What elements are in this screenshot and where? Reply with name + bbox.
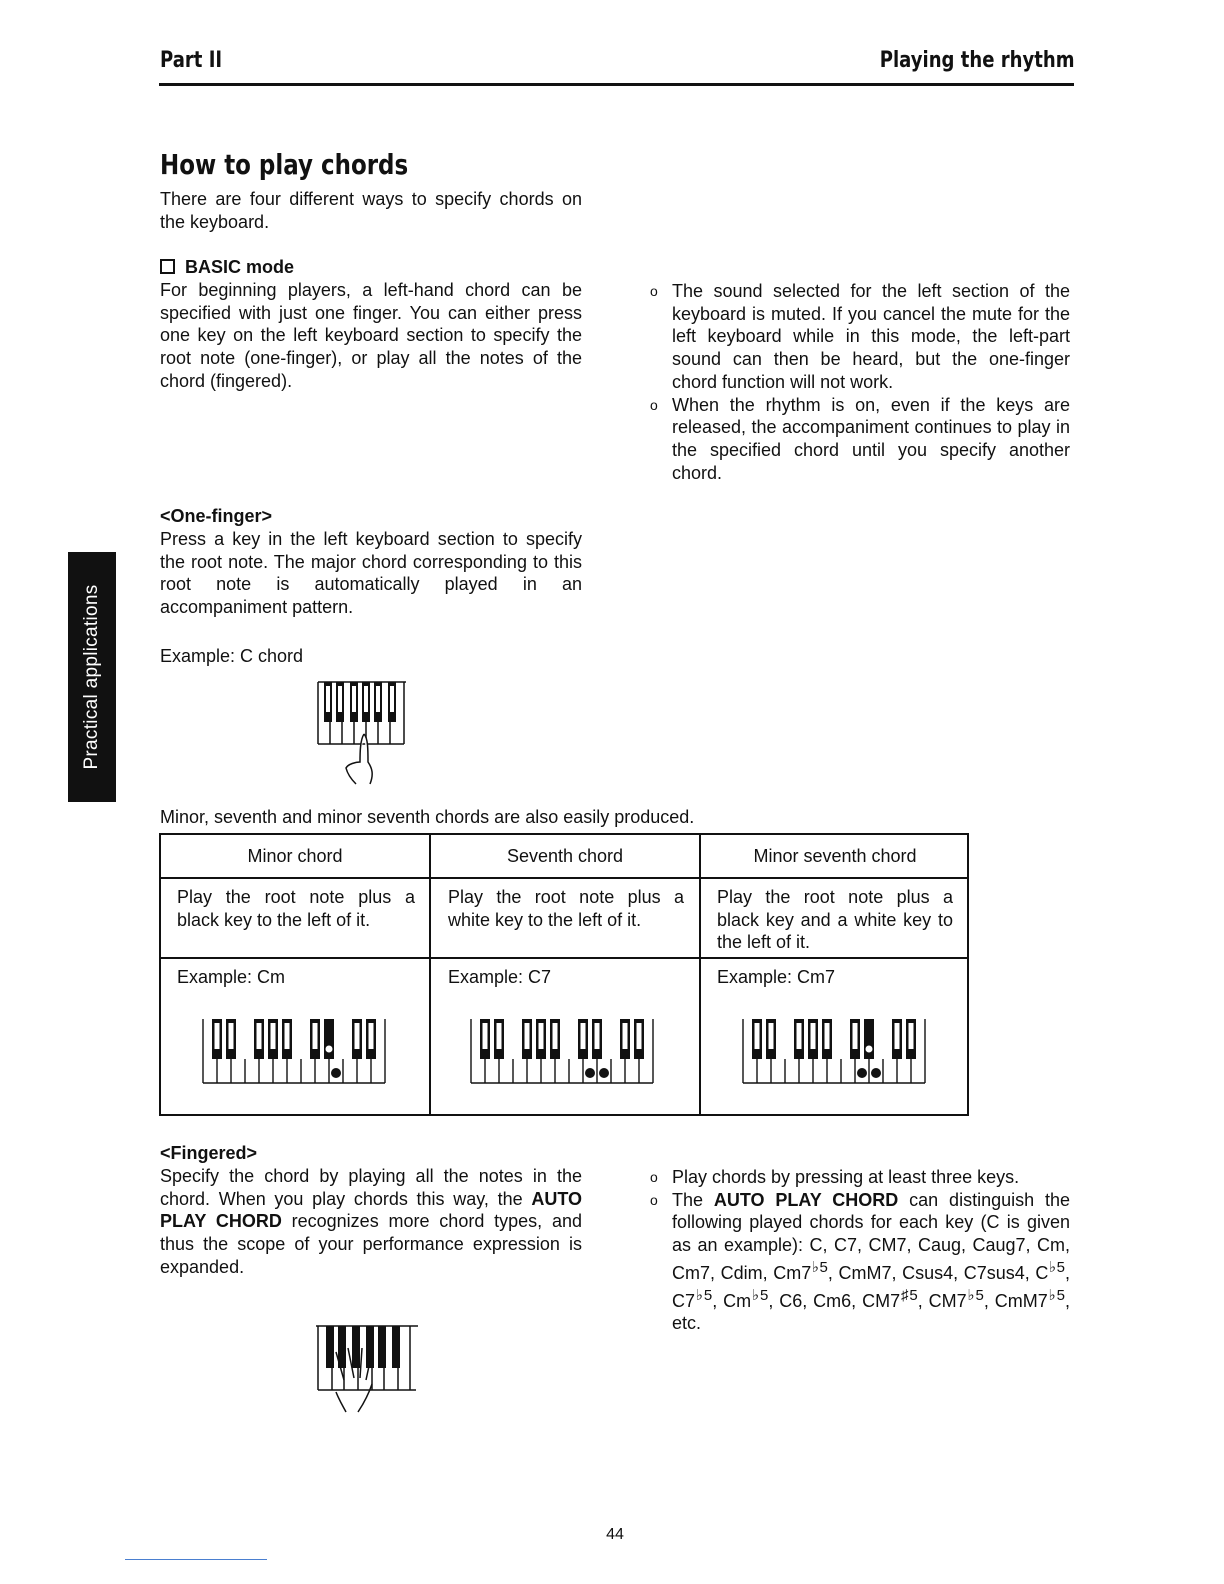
fingered-keyboard-illustration [314, 1322, 420, 1414]
chord-table [159, 833, 969, 1116]
one-finger-body: Press a key in the left keyboard section to specify the root note. The major chord corresponding to this root note is automatically played in an accompaniment pattern. [160, 529, 582, 618]
footer-line [125, 1559, 267, 1560]
note-item: o When the rhythm is on, even if the keys are released, the accompaniment continues to play in the specified chord until you specify another chord. [650, 394, 1070, 483]
table-example-minor: Example: Cm [177, 967, 286, 987]
table-intro: Minor, seventh and minor seventh chords are also easily produced. [160, 807, 695, 827]
pressed-key-dot [585, 1068, 595, 1078]
pressed-key-dot [857, 1068, 867, 1078]
pressed-key-dot [331, 1068, 341, 1078]
table-header-minor-seventh: Minor seventh chord [753, 846, 917, 866]
page-number: 44 [606, 1526, 624, 1543]
one-finger-keyboard-illustration [316, 678, 408, 786]
header-rule [159, 83, 1074, 86]
basic-mode-heading: BASIC mode [160, 256, 294, 279]
side-tab-label: Practical applications [81, 584, 102, 770]
table-header-minor: Minor chord [247, 846, 343, 866]
fingered-body: Specify the chord by playing all the notes in the chord. When you play chords this way, the AUTO PLAY CHORD recognizes more chord types, and thus the scope of your performance expression is expanded. [160, 1166, 582, 1277]
table-header-seventh: Seventh chord [506, 846, 624, 866]
table-example-seventh: Example: C7 [448, 967, 552, 987]
note-item: o The AUTO PLAY CHORD can distinguish the following played chords for each key (C is given as an example): C, C7, CM7, Caug, Caug7, Cm, Cm7, Cdim, $Cm7^{♭5}$, CmM7, Csus4, C7sus4, $C^{♭5}$, $C7^{♭5}$, $Cm^{♭5}$, C6, Cm6, $CM7^{♯5}$, $CM7^{♭5}$, $CmM7^{♭5}$, etc. [650, 1189, 1071, 1334]
page-title: How to play chords [160, 148, 409, 181]
note-item: o Play chords by pressing at least three keys. [650, 1167, 1020, 1187]
cm-keyboard-illustration [201, 1017, 391, 1087]
side-tab [68, 552, 116, 802]
table-example-minor-seventh: Example: Cm7 [717, 967, 836, 987]
section-label: Playing the rhythm [879, 48, 1074, 73]
fingered-heading: <Fingered> [160, 1143, 258, 1163]
square-bullet-icon [160, 259, 175, 274]
pressed-key-dot [871, 1068, 881, 1078]
note-item: o The sound selected for the left section of the keyboard is muted. If you cancel the mute for the left keyboard while in this mode, the left-part sound can then be heard, but the one-finger chord function will not work. [650, 281, 1070, 392]
one-finger-example: Example: C chord [160, 646, 304, 666]
part-label: Part II [160, 48, 223, 73]
basic-mode-notes [650, 280, 1070, 484]
pressed-key-dot [599, 1068, 609, 1078]
table-desc-minor: Play the root note plus a black key to the left of it. [177, 887, 415, 930]
table-desc-minor-seventh: Play the root note plus a black key and a white key to the left of it. [717, 887, 953, 953]
basic-mode-body: For beginning players, a left-hand chord can be specified with just one finger. You can either press one key on the left keyboard section to specify the root note (one-finger), or play all the notes of the chord (fingered). [160, 280, 582, 391]
fingered-notes [650, 1166, 1070, 1335]
one-finger-heading: <One-finger> [160, 506, 273, 526]
cm7-keyboard-illustration [741, 1017, 931, 1087]
table-desc-seventh: Play the root note plus a white key to the left of it. [448, 887, 684, 930]
intro-text: There are four different ways to specify chords on the keyboard. [160, 189, 582, 232]
c7-keyboard-illustration [469, 1017, 659, 1087]
